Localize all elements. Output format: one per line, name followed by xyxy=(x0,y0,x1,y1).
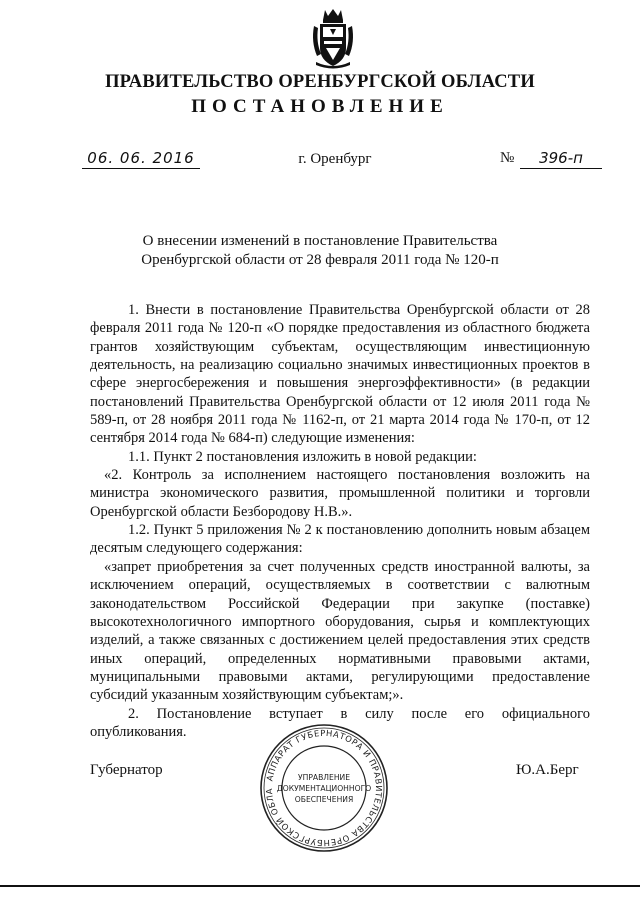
paragraph: 1. Внести в постановление Правительства Оренбургской области от 28 февраля 2011 года № 120-п «О порядке предоставления из областного бюджета грантов хозяйствующим субъектам, осуществляющим инвестиционную деятельность, на реализацию социально значимых инвестиционных проектов в сфере энергосбережения и повышения энергоэффективности» (в редакции постановлений Правительства Оренбургской области от 12 июля 2011 года № 589-п, от 28 ноября 2011 года № 1162-п, от 21 марта 2014 года № 170-п, от 12 сентября 2014 года № 684-п) следующие изменения: xyxy=(90,302,590,447)
bottom-divider xyxy=(0,885,640,887)
paragraph: 2. Постановление вступает в силу после его официального опубликования. xyxy=(90,705,590,740)
document-body xyxy=(90,301,590,741)
stamp-center-line: ДОКУМЕНТАЦИОННОГО xyxy=(276,784,372,793)
paragraph: 1.2. Пункт 5 приложения № 2 к постановлению дополнить новым абзацем десятым следующего содержания: xyxy=(90,522,590,557)
stamp-center-line: ОБЕСПЕЧЕНИЯ xyxy=(294,795,354,804)
signer-position: Губернатор xyxy=(90,762,163,778)
paragraph: 1.1. Пункт 2 постановления изложить в новой редакции: xyxy=(128,448,477,465)
paragraph: «запрет приобретения за счет полученных средств иностранной валюты, за исключением операций, осуществляемых в соответствии с валютным законодательством Российской Федерации при закупке (поставке) высокотехнологичного импортного оборудования, сырья и комплектующих изделий, а также связанных с достижением целей предоставления этих средств иных операций, определенных нормативными правовыми актами, муниципальными правовыми актами, регулирующими предоставление субсидий указанным хозяйствующим субъектам;». xyxy=(90,558,590,704)
coat-of-arms-icon xyxy=(310,8,356,70)
subject-line: О внесении изменений в постановление Правительства xyxy=(142,233,498,249)
stamp-center-line: УПРАВЛЕНИЕ xyxy=(297,773,351,782)
document-date: 06. 06. 2016 xyxy=(82,149,200,169)
government-title: ПРАВИТЕЛЬСТВО ОРЕНБУРГСКОЙ ОБЛАСТИ xyxy=(105,72,535,92)
document-number: 396-п xyxy=(520,149,602,169)
number-sign: № xyxy=(500,150,515,166)
official-stamp xyxy=(258,722,390,854)
document-type: ПОСТАНОВЛЕНИЕ xyxy=(191,96,449,117)
document-subject xyxy=(0,232,640,270)
subject-line: Оренбургской области от 28 февраля 2011 года № 120-п xyxy=(141,252,499,268)
document-city: г. Оренбург xyxy=(298,151,372,167)
signer-name: Ю.А.Берг xyxy=(516,762,579,778)
paragraph: «2. Контроль за исполнением настоящего постановления возложить на министра экономического развития, промышленной политики и торговли Оренбургской области Безбородову Н.В.». xyxy=(90,467,590,520)
stamp-ring-text: АППАРАТ ГУБЕРНАТОРА И ПРАВИТЕЛЬСТВА ОРЕНБУРГСКОЙ ОБЛА xyxy=(263,727,385,849)
